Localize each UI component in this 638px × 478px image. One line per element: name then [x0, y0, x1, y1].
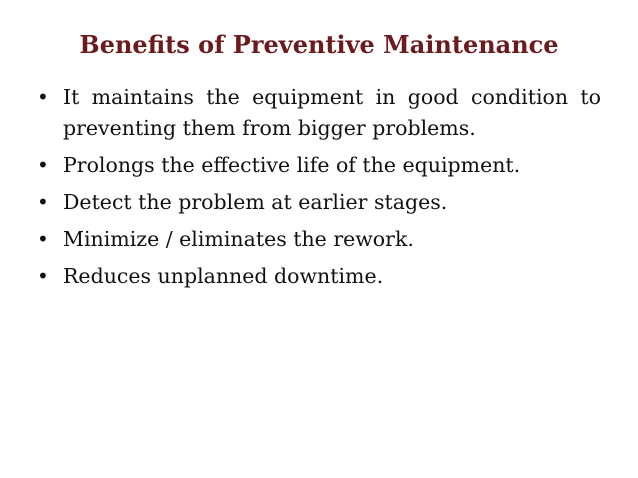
- bullet-item: [37, 261, 601, 292]
- bullet-text: Reduces unplanned downtime.: [63, 264, 384, 288]
- bullet-dot-icon: •: [37, 190, 49, 214]
- bullet-item: [37, 224, 601, 255]
- bullet-item: [37, 187, 601, 218]
- bullet-list: [37, 82, 601, 298]
- bullet-text: Minimize / eliminates the rework.: [63, 227, 414, 251]
- bullet-text: It maintains the equipment in good condition to preventing them from bigger problems.: [63, 85, 601, 140]
- slide-title: Benefits of Preventive Maintenance: [79, 30, 559, 59]
- bullet-dot-icon: •: [37, 85, 49, 109]
- bullet-item: [37, 150, 601, 181]
- bullet-item: [37, 82, 601, 144]
- bullet-dot-icon: •: [37, 227, 49, 251]
- bullet-text: Prolongs the effective life of the equipment.: [63, 153, 521, 177]
- bullet-dot-icon: •: [37, 153, 49, 177]
- bullet-text: Detect the problem at earlier stages.: [63, 190, 448, 214]
- bullet-dot-icon: •: [37, 264, 49, 288]
